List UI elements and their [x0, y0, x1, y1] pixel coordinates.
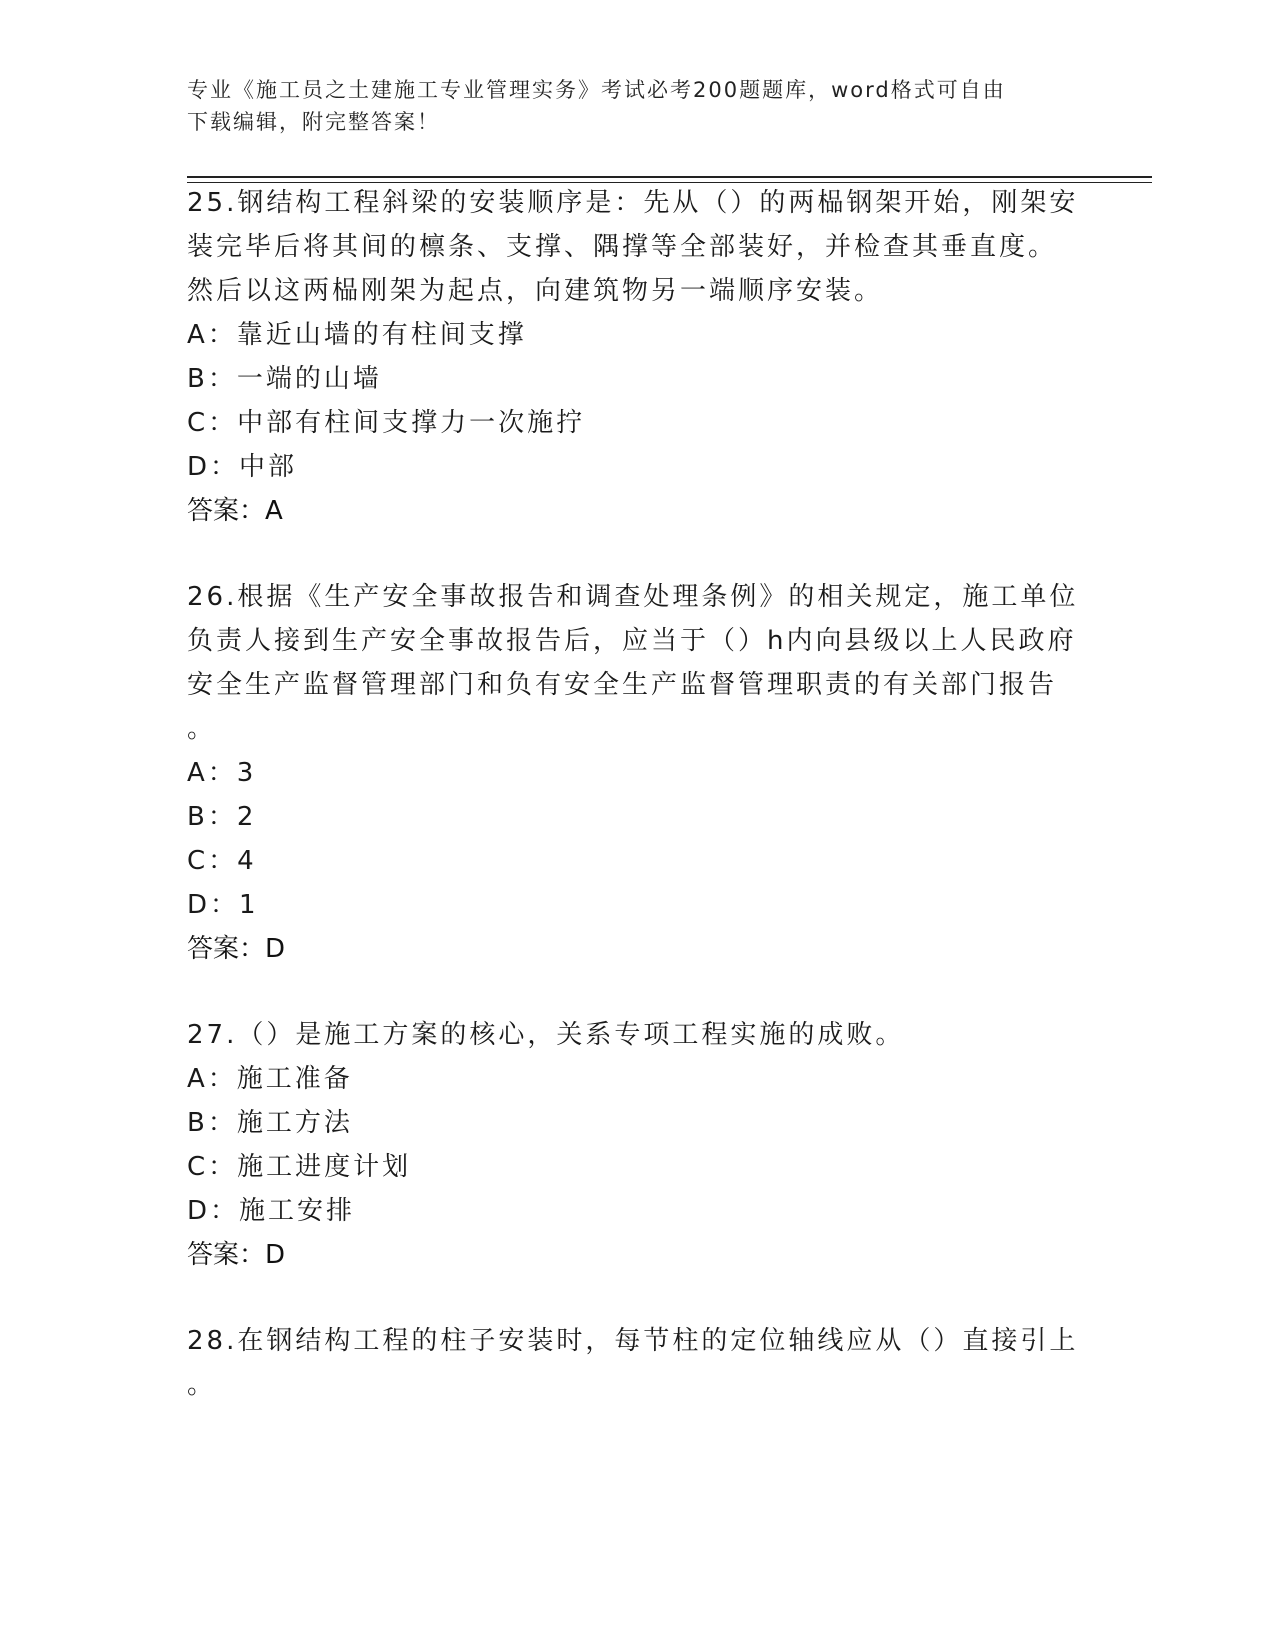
header-line-2: 下载编辑，附完整答案！	[187, 110, 440, 134]
question-25-option-b: B：一端的山墙	[187, 364, 382, 394]
question-25-answer: 答案：A	[187, 496, 283, 526]
question-25-line-2: 装完毕后将其间的檩条、支撑、隅撑等全部装好，并检查其垂直度。	[187, 232, 1058, 262]
document-header	[187, 74, 1067, 138]
question-26-line-3: 安全生产监督管理部门和负有安全生产监督管理职责的有关部门报告	[187, 670, 1058, 700]
question-26-option-c: C：4	[187, 846, 257, 876]
question-26-answer: 答案：D	[187, 934, 286, 964]
question-26-option-a: A：3	[187, 758, 257, 788]
header-divider-thick	[187, 176, 1152, 178]
question-28-line-1: 28.在钢结构工程的柱子安装时，每节柱的定位轴线应从（）直接引上	[187, 1326, 1079, 1356]
question-27-option-d: D：施工安排	[187, 1196, 356, 1226]
question-27-line-1: 27.（）是施工方案的核心，关系专项工程实施的成败。	[187, 1020, 905, 1050]
header-divider-thin	[187, 182, 1152, 183]
question-26-line-1: 26.根据《生产安全事故报告和调查处理条例》的相关规定，施工单位	[187, 582, 1079, 612]
question-26-option-b: B：2	[187, 802, 257, 832]
question-27-option-b: B：施工方法	[187, 1108, 353, 1138]
header-line-1: 专业《施工员之土建施工专业管理实务》考试必考200题题库，word格式可自由	[187, 78, 1006, 102]
question-27-answer: 答案：D	[187, 1240, 286, 1270]
question-25-line-3: 然后以这两榀刚架为起点，向建筑物另一端顺序安装。	[187, 276, 884, 306]
question-25-option-d: D：中部	[187, 452, 298, 482]
question-26-option-d: D：1	[187, 890, 259, 920]
question-25-line-1: 25.钢结构工程斜梁的安装顺序是：先从（）的两榀钢架开始，刚架安	[187, 188, 1079, 218]
question-28-line-2: 。	[187, 1370, 217, 1400]
question-26-line-2: 负责人接到生产安全事故报告后，应当于（）h内向县级以上人民政府	[187, 626, 1077, 656]
question-26-line-4: 。	[187, 714, 217, 744]
question-27-option-a: A：施工准备	[187, 1064, 353, 1094]
question-27-option-c: C：施工进度计划	[187, 1152, 412, 1182]
question-25-option-c: C：中部有柱间支撑力一次施拧	[187, 408, 586, 438]
question-25-option-a: A：靠近山墙的有柱间支撑	[187, 320, 527, 350]
